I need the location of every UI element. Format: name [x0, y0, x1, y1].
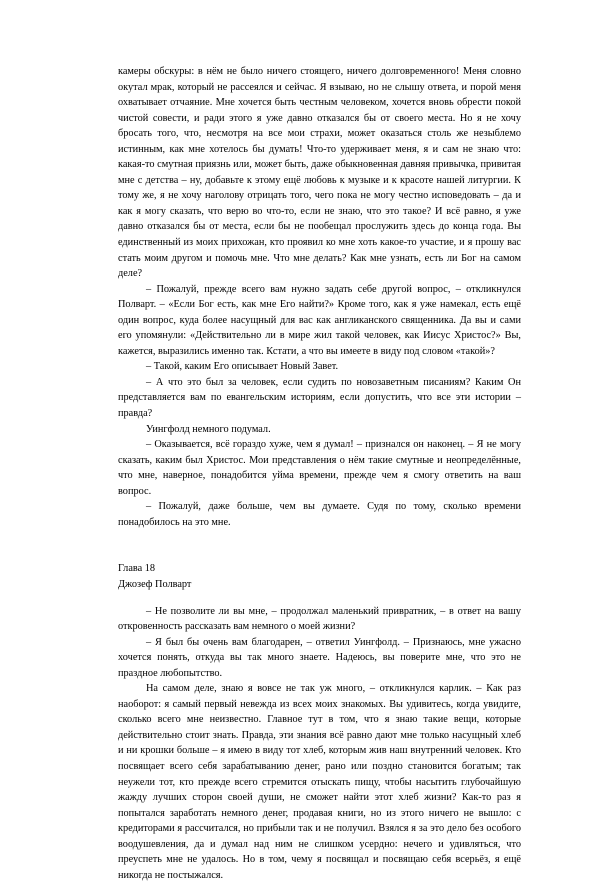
paragraph: – Оказывается, всё гораздо хуже, чем я думал! – признался он наконец. – Я не могу сказать, каким был Христос. Мои представления о нём такие смутные и неопределённые, что мне, наверное, понадобится уйма времени, прежде чем я смогу ответить на ваш вопрос.	[118, 439, 521, 497]
paragraph: – Я был бы очень вам благодарен, – ответил Уингфолд. – Признаюсь, мне ужасно хочется понять, откуда вы так много знаете. Надеюсь, вы поверите мне, что это не праздное любопытство.	[118, 636, 521, 679]
paragraph: камеры обскуры: в нём не было ничего стоящего, ничего долговременного! Меня словно окутал мрак, который не рассеялся и сейчас. Я взываю, но не слышу ответа, и порой меня охватывает отчаяние. Мне хочется быть честным человеком, хочется вновь обрести покой чистой совести, и ради этого я уже давно отказался бы от своего места. Но я не хочу бросать того, что, несмотря на все мои страхи, может оказаться столь же незыблемо истинным, как мне хотелось бы думать! Что-то удерживает меня, я и сам не знаю что: какая-то смутная приязнь или, может быть, даже обыкновенная давняя привычка, привитая мне с детства – ну, добавьте к этому ещё любовь к музыке и к красоте нашей литургии. К тому же, я не хочу наголову отрицать того, чего пока не могу честно исповедовать – да и как я могу сказать, что верю во что-то, если не знаю, что это такое? И всё равно, я уже давно отказался бы от места, если бы не пообещал прослужить здесь до конца года. Вы единственный из моих прихожан, кто проявил ко мне хоть какое-то участие, и я прошу вас стать моим другом и помочь мне. Что мне делать? Как мне узнать, есть ли Бог на самом деле?	[118, 66, 521, 280]
paragraph: – Пожалуй, прежде всего вам нужно задать себе другой вопрос, – откликнулся Полварт. – «Если Бог есть, как мне Его найти?» Кроме того, как я уже намекал, есть ещё один вопрос, куда более насущный для вас как англиканского священника. Да вы и сами его упомянули: «Действительно ли в мире жил такой человек, как Иисус Христос?» Вы, кажется, выразились именно так. Кстати, а что вы имеете в виду под словом «такой»?	[118, 283, 521, 357]
chapter-spacer	[118, 530, 521, 561]
paragraph: – А что это был за человек, если судить по новозаветным писаниям? Каким Он представляется вам по евангельским историям, если допустить, что все эти истории – правда?	[118, 376, 521, 420]
paragraph: Уингфолд немного подумал.	[146, 423, 271, 435]
chapter-heading	[118, 561, 521, 592]
text-column	[118, 64, 521, 883]
paragraph: – Пожалуй, даже больше, чем вы думаете. Судя по тому, сколько времени понадобилось на это мне.	[118, 501, 521, 528]
paragraph: – Такой, каким Его описывает Новый Завет.	[146, 361, 339, 373]
paragraph: – Не позволите ли вы мне, – продолжал маленький привратник, – в ответ на вашу откровенность рассказать вам немного о моей жизни?	[118, 605, 521, 633]
chapter-number: Глава 18	[118, 563, 156, 575]
chapter-title: Джозеф Полварт	[118, 578, 192, 590]
paragraph: На самом деле, знаю я вовсе не так уж много, – откликнулся карлик. – Как раз наоборот: я самый первый невежда из всех моих знакомых. Вы удивитесь, когда увидите, сколько всего мне неизвестно. Главное тут в том, что я знаю такие вещи, которые действительно стоит знать. Правда, эти знания всё равно дают мне только насущный хлеб и ни крошки больше – я имею в виду тот хлеб, которым жив наш внутренний человек. Кто посвящает всего себя зарабатыванию денег, рано или поздно становится богатым; так неужели тот, кто прежде всего стремится отыскать пищу, чтобы насытить глубочайшую жажду лучших сторон своей души, не сможет найти этот хлеб жизни? Как-то раз я попытался заработать немного денег, продавая книги, но из этого ничего не вышло: с кредиторами я рассчитался, но прибыли так и не получил. Взялся я за это дело без особого воодушевления, да и думал над ним не слишком усердно: нечего и удивляться, что преуспеть мне не удалось. Но в том, чему я посвящал и посвящаю себя всерьёз, я ещё никогда не постыжался.	[118, 683, 521, 881]
